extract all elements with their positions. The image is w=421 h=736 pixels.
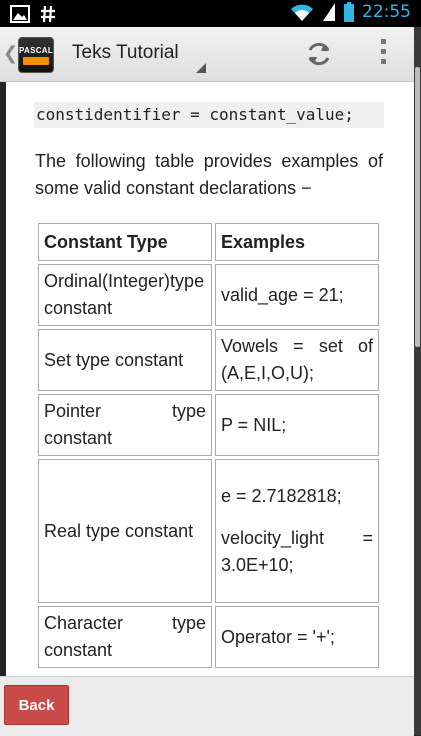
table-cell-line: velocity_light = 3.0E+10; — [221, 528, 373, 575]
table-cell: Real type constant — [38, 459, 212, 603]
table-cell: valid_age = 21; — [215, 264, 379, 326]
constants-table — [35, 220, 382, 671]
table-row — [38, 264, 379, 326]
table-header-row — [38, 223, 379, 261]
signal-icon — [322, 2, 336, 22]
code-snippet: constidentifier = constant_value; — [34, 102, 384, 128]
spinner-indicator-icon[interactable] — [196, 63, 206, 73]
action-bar — [0, 27, 414, 82]
table-header-cell: Examples — [215, 223, 379, 261]
bottom-bar — [0, 676, 414, 736]
table-cell: Operator = '+'; — [215, 606, 379, 668]
clock: 22:55 — [362, 2, 411, 22]
content-page — [6, 82, 414, 676]
app-icon-label: PASCAL — [18, 45, 54, 55]
table-cell: Set type constant — [38, 329, 212, 391]
table-cell: Character type constant — [38, 606, 212, 668]
app-icon[interactable] — [18, 37, 54, 73]
refresh-icon[interactable] — [304, 39, 334, 69]
table-cell-line: e = 2.7182818; — [221, 486, 342, 506]
table-cell: Vowels = set of (A,E,I,O,U); — [215, 329, 379, 391]
table-cell: P = NIL; — [215, 394, 379, 456]
table-cell: Ordinal(Integer)type constant — [38, 264, 212, 326]
status-bar — [0, 0, 421, 27]
image-icon — [10, 5, 30, 23]
table-row — [38, 394, 379, 456]
wifi-icon — [290, 2, 314, 22]
table-cell: Pointer type constant — [38, 394, 212, 456]
up-caret-icon[interactable]: ❮ — [3, 43, 19, 64]
table-row — [38, 606, 379, 668]
scrollbar[interactable] — [414, 27, 421, 735]
table-cell — [215, 459, 379, 603]
scrollbar-thumb[interactable] — [415, 67, 420, 347]
back-button[interactable]: Back — [4, 685, 69, 725]
app-title[interactable]: Teks Tutorial — [72, 42, 179, 63]
table-row — [38, 459, 379, 603]
battery-icon — [344, 2, 354, 22]
table-header-cell: Constant Type — [38, 223, 212, 261]
hash-icon — [40, 4, 56, 24]
intro-paragraph: The following table provides examples of some valid constant declarations − — [35, 151, 383, 198]
app-icon-stripe — [23, 57, 49, 65]
table-row — [38, 329, 379, 391]
overflow-menu-icon[interactable] — [376, 39, 390, 69]
